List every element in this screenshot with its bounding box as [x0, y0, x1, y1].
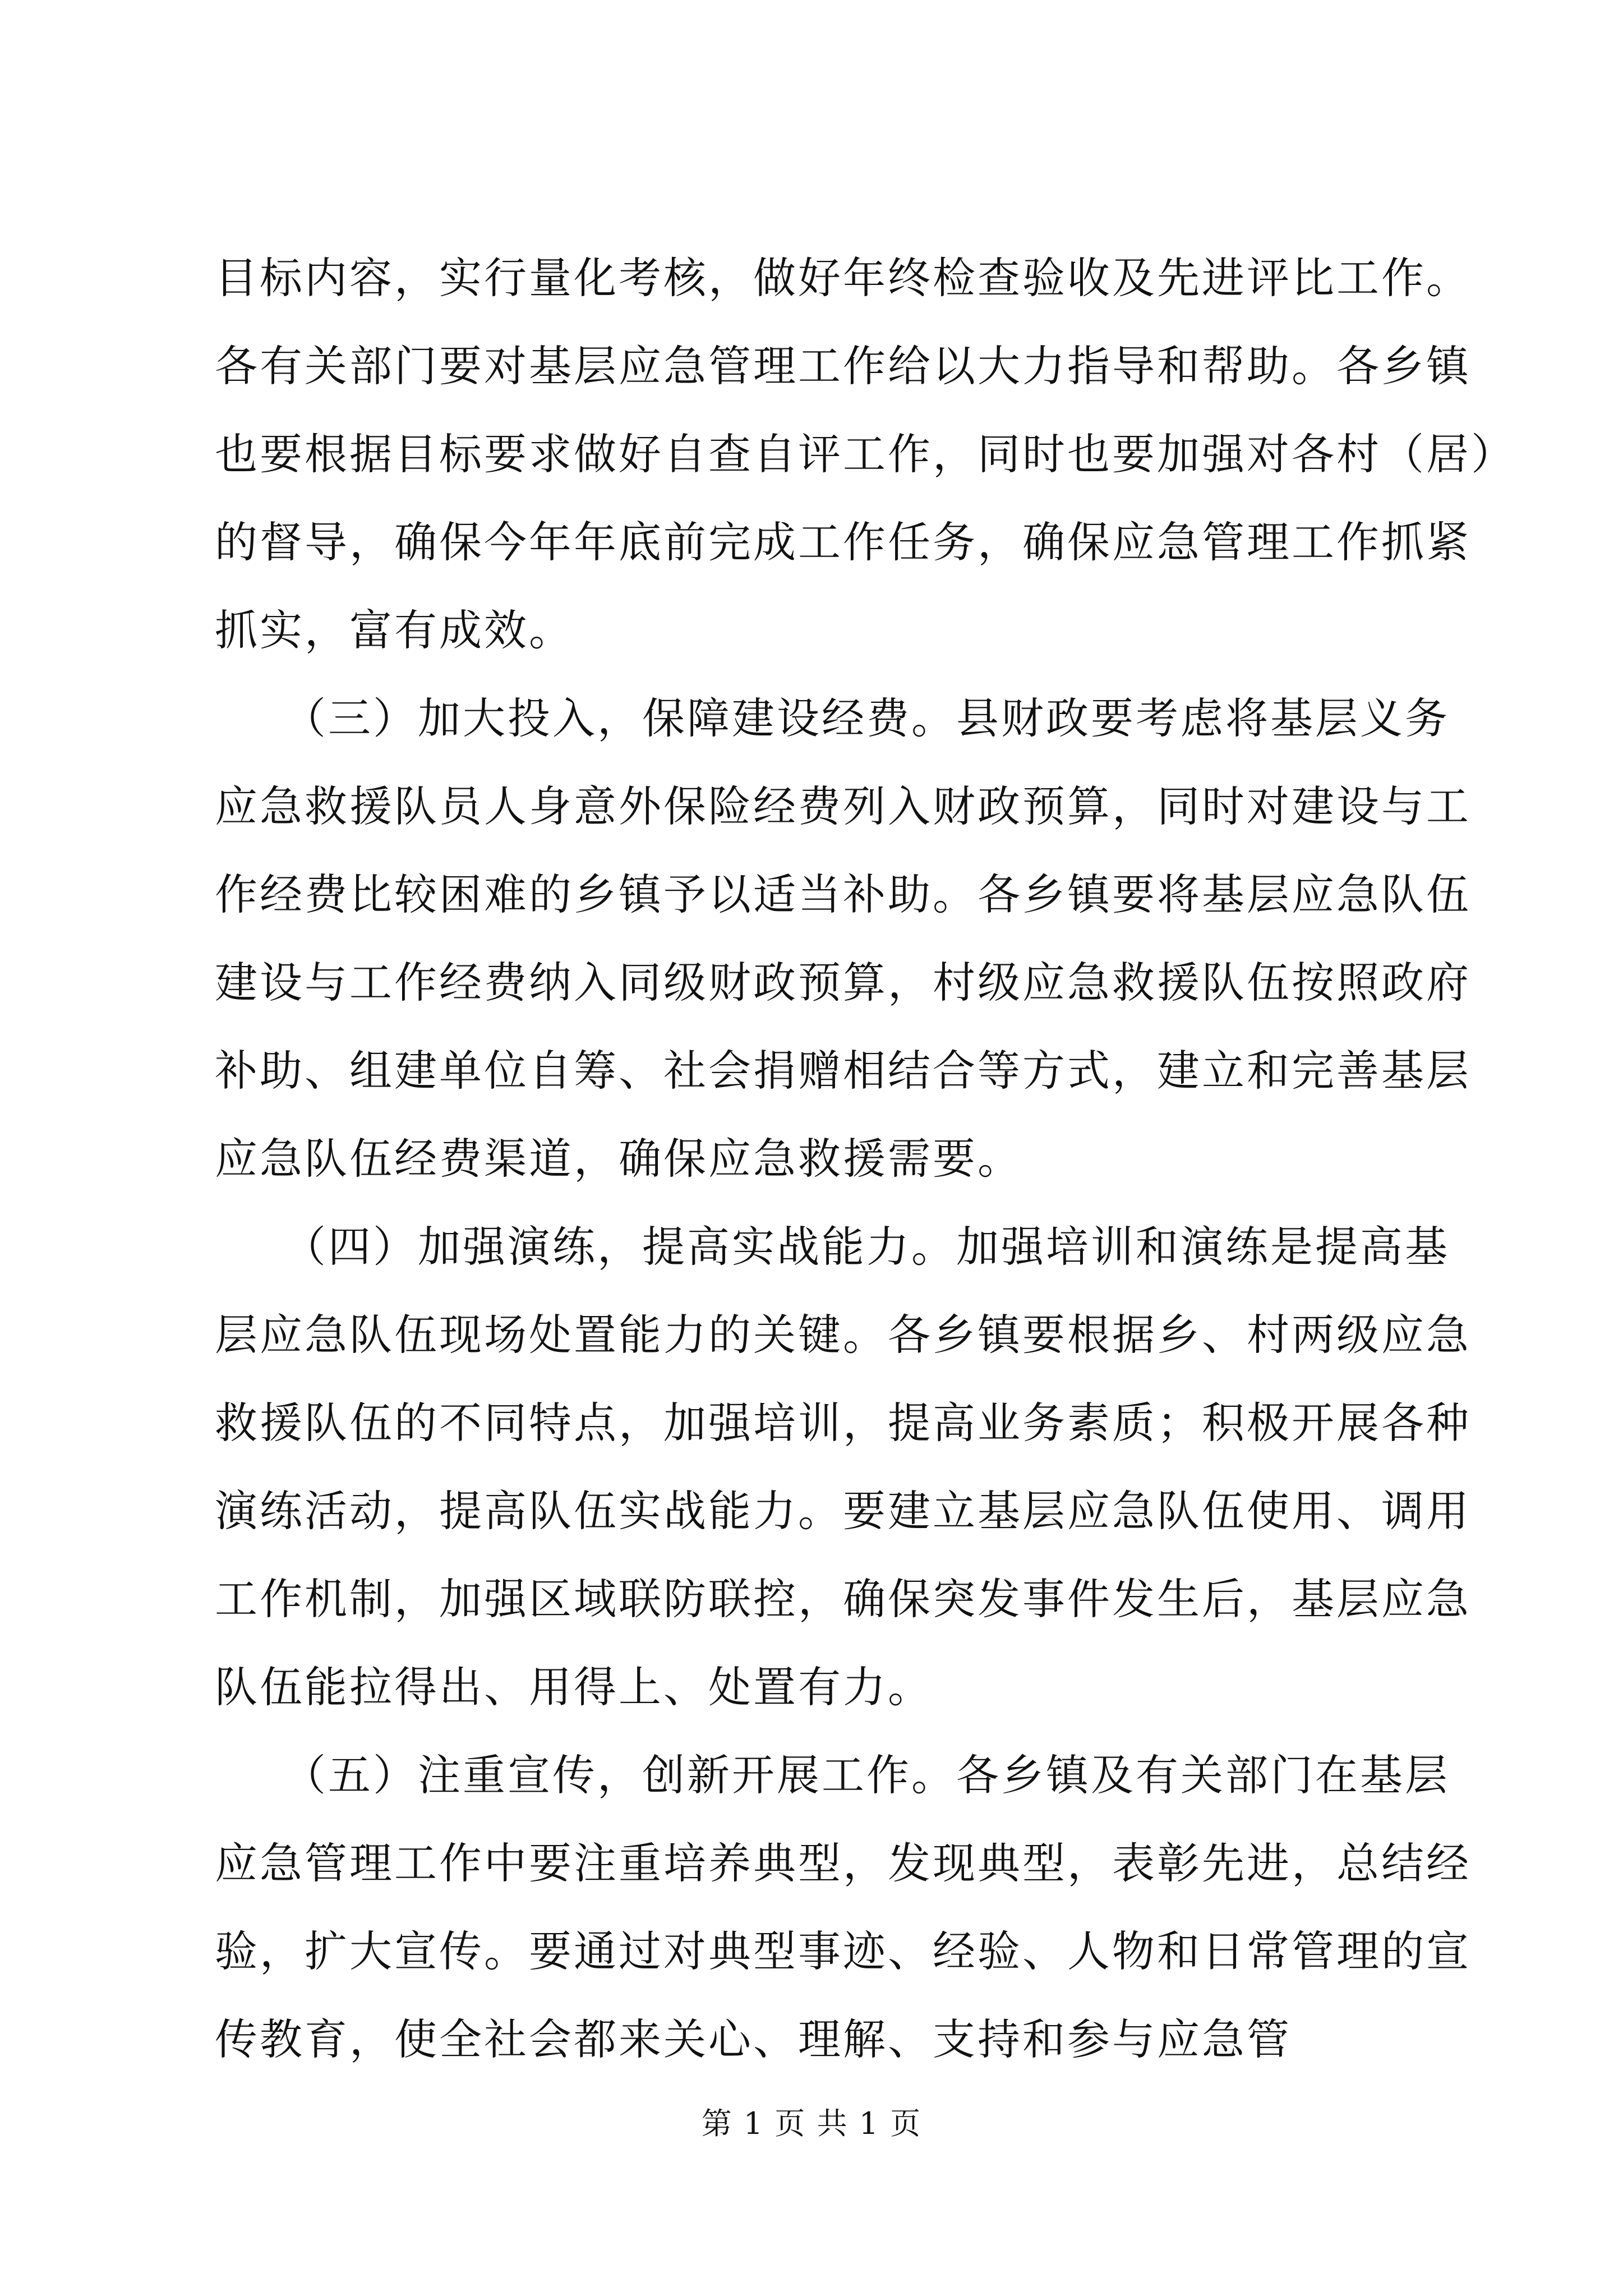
body-line: 工作机制，加强区域联防联控，确保突发事件发生后，基层应急 [215, 1574, 1471, 1624]
body-line: 抓实，富有成效。 [215, 605, 574, 655]
body-line: 演练活动，提高队伍实战能力。要建立基层应急队伍使用、调用 [215, 1486, 1471, 1536]
document-body [215, 253, 1516, 2106]
body-line: 验，扩大宣传。要通过对典型事迹、经验、人物和日常管理的宣 [215, 1926, 1471, 1976]
body-line: 也要根据目标要求做好自查自评工作，同时也要加强对各村（居） [215, 429, 1516, 479]
body-line: 传教育，使全社会都来关心、理解、支持和参与应急管 [215, 2014, 1292, 2064]
body-line: 层应急队伍现场处置能力的关键。各乡镇要根据乡、村两级应急 [215, 1310, 1471, 1360]
page-number-footer: 第 1 页 共 1 页 [701, 2106, 922, 2141]
body-line: 建设与工作经费纳入同级财政预算，村级应急救援队伍按照政府 [215, 958, 1471, 1007]
body-line: 作经费比较困难的乡镇予以适当补助。各乡镇要将基层应急队伍 [215, 869, 1471, 919]
body-line: 各有关部门要对基层应急管理工作给以大力指导和帮助。各乡镇 [215, 341, 1471, 391]
body-line: 补助、组建单位自筹、社会捐赠相结合等方式，建立和完善基层 [215, 1046, 1471, 1096]
body-line: 应急队伍经费渠道，确保应急救援需要。 [215, 1134, 1022, 1184]
body-line: 目标内容，实行量化考核，做好年终检查验收及先进评比工作。 [215, 253, 1471, 303]
body-line: 队伍能拉得出、用得上、处置有力。 [215, 1662, 933, 1712]
paragraph-start-line: （四）加强演练，提高实战能力。加强培训和演练是提高基 [215, 1222, 1450, 1272]
body-line: 应急救援队员人身意外保险经费列入财政预算，同时对建设与工 [215, 781, 1471, 831]
body-line: 救援队伍的不同特点，加强培训，提高业务素质；积极开展各种 [215, 1398, 1471, 1448]
body-line: 的督导，确保今年年底前完成工作任务，确保应急管理工作抓紧 [215, 517, 1471, 567]
paragraph-start-line: （三）加大投入，保障建设经费。县财政要考虑将基层义务 [215, 693, 1450, 743]
paragraph-start-line: （五）注重宣传，创新开展工作。各乡镇及有关部门在基层 [215, 1750, 1450, 1800]
body-line: 应急管理工作中要注重培养典型，发现典型，表彰先进，总结经 [215, 1838, 1471, 1888]
